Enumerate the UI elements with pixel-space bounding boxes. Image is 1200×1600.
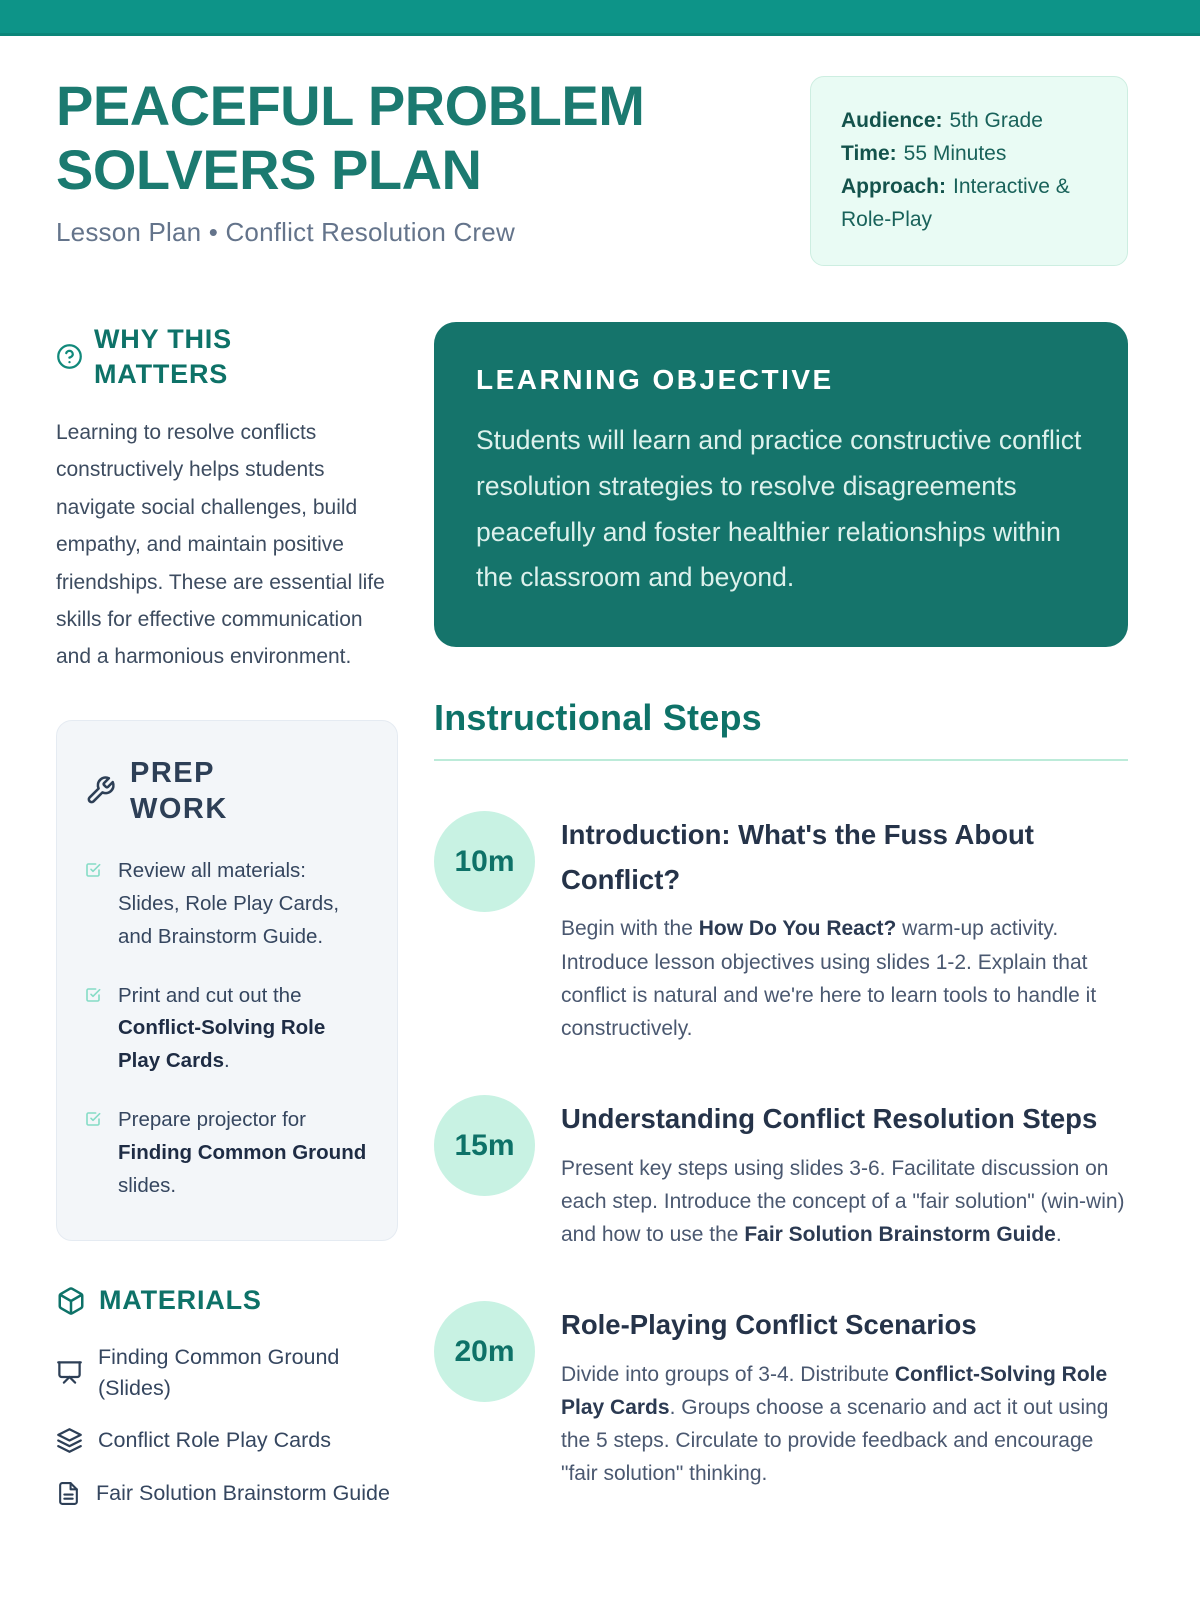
step-2 [434, 1095, 1128, 1251]
step-title: Introduction: What's the Fuss About Conflict? [561, 819, 1034, 895]
prep-work-item [85, 855, 369, 953]
prep-work-item [85, 980, 369, 1078]
presentation-icon [56, 1359, 83, 1386]
step-duration-badge: 10m [434, 811, 535, 912]
instructional-steps-section [434, 697, 1128, 1490]
steps-divider [434, 759, 1128, 761]
step-duration-badge: 20m [434, 1301, 535, 1402]
prep-work-item-text: Review all materials: Slides, Role Play Cards, and Brainstorm Guide. [118, 859, 340, 948]
step-body: Begin with the How Do You React? warm-up activity. Introduce lesson objectives using slides 1-2. Explain that conflict is natural and we're here to learn tools to handle it constructively. [561, 917, 1097, 1040]
info-value: Interactive & Role-Play [841, 174, 1070, 231]
package-icon [56, 1286, 86, 1316]
prep-work-checklist [85, 855, 369, 1202]
material-item-label: Conflict Role Play Cards [98, 1428, 332, 1453]
step-1 [434, 811, 1128, 1045]
header [56, 74, 1128, 266]
left-column [56, 322, 398, 1509]
prep-work-item [85, 1104, 369, 1202]
material-item-label: Finding Common Ground (Slides) [98, 1345, 340, 1400]
info-row-time [841, 138, 1097, 171]
right-column [434, 322, 1128, 1509]
overview-info-card [810, 76, 1128, 266]
material-item [56, 1478, 398, 1509]
step-title: Understanding Conflict Resolution Steps [561, 1103, 1098, 1135]
learning-objective-card [434, 322, 1128, 647]
why-this-matters-heading-row [56, 322, 398, 392]
lesson-plan-page [0, 74, 1200, 1509]
prep-work-heading: PREP WORK [130, 756, 228, 825]
why-this-matters-heading: WHY THIS MATTERS [94, 323, 232, 389]
learning-objective-heading: LEARNING OBJECTIVE [476, 363, 834, 395]
step-3 [434, 1301, 1128, 1490]
page-title: PEACEFUL PROBLEM SOLVERS PLAN [56, 74, 645, 202]
page-subtitle: Lesson Plan • Conflict Resolution Crew [56, 216, 515, 247]
step-body: Present key steps using slides 3-6. Facilitate discussion on each step. Introduce the concept of a "fair solution" (win-win) and how to use the Fair Solution Brainstorm Guide. [561, 1156, 1125, 1246]
layers-icon [56, 1427, 83, 1454]
learning-objective-body: Students will learn and practice constructive conflict resolution strategies to resolve disagreements peacefully and foster healthier relationships within the classroom and beyond. [476, 424, 1082, 593]
info-value: 55 Minutes [903, 141, 1007, 165]
step-title: Role-Playing Conflict Scenarios [561, 1309, 977, 1341]
materials-section [56, 1283, 398, 1508]
help-circle-icon [56, 343, 83, 370]
step-content [561, 811, 1128, 1045]
info-value: 5th Grade [949, 109, 1043, 132]
info-label: Audience: [841, 109, 943, 132]
check-square-icon [85, 1111, 101, 1202]
info-label: Approach: [841, 174, 946, 198]
check-square-icon [85, 987, 101, 1078]
prep-work-item-text: Prepare projector for Finding Common Ground slides. [118, 1107, 367, 1197]
why-this-matters-section [56, 322, 398, 676]
info-label: Time: [841, 141, 897, 165]
material-item [56, 1342, 398, 1403]
materials-heading-row [56, 1283, 398, 1318]
document-icon [56, 1481, 81, 1506]
info-row-approach [841, 171, 1097, 237]
materials-heading: MATERIALS [99, 1285, 262, 1316]
check-square-icon [85, 862, 101, 953]
step-duration-badge: 15m [434, 1095, 535, 1196]
material-item [56, 1425, 398, 1456]
why-this-matters-body: Learning to resolve conflicts constructively helps students navigate social challenges, build empathy, and maintain positive friendships. These are essential life skills for effective communication and a harmonious environment. [56, 421, 385, 669]
step-content [561, 1301, 1128, 1490]
header-title-block [56, 74, 776, 248]
step-body: Divide into groups of 3-4. Distribute Conflict-Solving Role Play Cards. Groups choose a scenario and act it out using the 5 steps. Circulate to provide feedback and encourage "fair solution" thinking. [561, 1362, 1109, 1486]
material-item-label: Fair Solution Brainstorm Guide [96, 1481, 390, 1505]
wrench-icon [85, 775, 116, 806]
prep-work-card [56, 720, 398, 1242]
prep-work-heading-row [85, 755, 369, 828]
main-content [56, 322, 1128, 1509]
top-accent-bar [0, 0, 1200, 36]
step-content [561, 1095, 1128, 1251]
materials-list [56, 1342, 398, 1508]
prep-work-item-text: Print and cut out the Conflict-Solving Role Play Cards. [118, 983, 326, 1073]
info-row-audience [841, 105, 1097, 138]
instructional-steps-heading: Instructional Steps [434, 697, 762, 739]
